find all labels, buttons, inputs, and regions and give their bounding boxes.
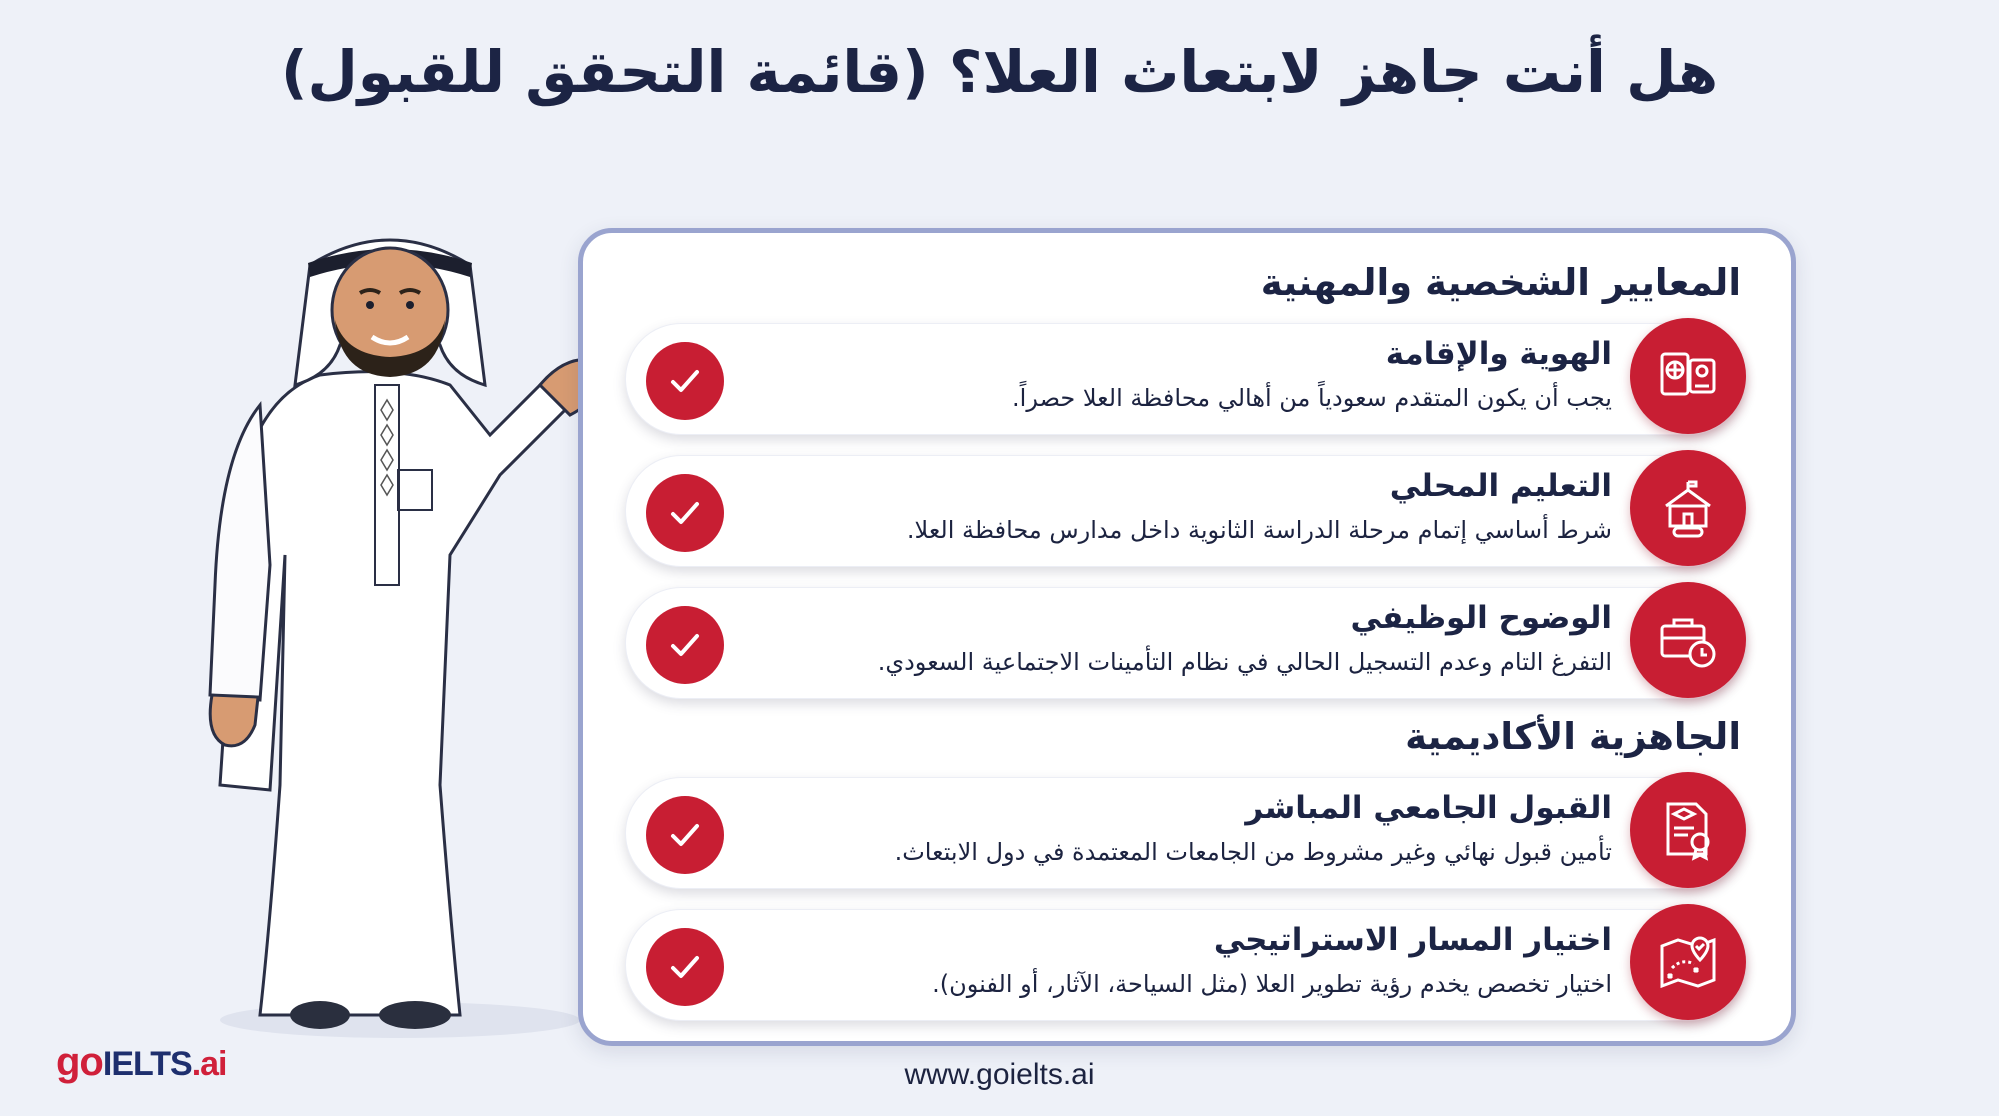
check-icon	[646, 606, 724, 684]
check-icon	[646, 796, 724, 874]
item-title: الهوية والإقامة	[1385, 336, 1612, 372]
item-description: اختيار تخصص يخدم رؤية تطوير العلا (مثل السياحة، الآثار، أو الفنون).	[932, 970, 1612, 998]
certificate-icon	[1630, 772, 1746, 888]
website-url: www.goielts.ai	[904, 1058, 1095, 1091]
logo-ai: .ai	[191, 1045, 227, 1083]
checklist-item-local-education	[625, 455, 1745, 567]
briefcase-clock-icon	[1630, 582, 1746, 698]
saudi-man-illustration	[200, 225, 620, 1045]
section-title-personal: المعايير الشخصية والمهنية	[1260, 261, 1741, 304]
checklist-item-employment-clarity	[625, 587, 1745, 699]
check-icon	[646, 928, 724, 1006]
checklist-panel	[578, 228, 1796, 1046]
item-description: شرط أساسي إتمام مرحلة الدراسة الثانوية داخل مدارس محافظة العلا.	[906, 516, 1612, 544]
checklist-item-university-admission	[625, 777, 1745, 889]
passport-id-icon	[1630, 318, 1746, 434]
item-description: يجب أن يكون المتقدم سعودياً من أهالي محافظة العلا حصراً.	[1012, 384, 1612, 412]
check-icon	[646, 474, 724, 552]
checklist-item-identity	[625, 323, 1745, 435]
checklist-item-strategic-path	[625, 909, 1745, 1021]
item-description: تأمين قبول نهائي وغير مشروط من الجامعات المعتمدة في دول الابتعاث.	[894, 838, 1612, 866]
strategy-map-icon	[1630, 904, 1746, 1020]
item-description: التفرغ التام وعدم التسجيل الحالي في نظام التأمينات الاجتماعية السعودي.	[877, 648, 1612, 676]
school-diploma-icon	[1630, 450, 1746, 566]
item-title: اختيار المسار الاستراتيجي	[1213, 922, 1612, 958]
logo-go: go	[56, 1040, 103, 1084]
section-title-academic: الجاهزية الأكاديمية	[1405, 715, 1741, 758]
item-title: الوضوح الوظيفي	[1350, 600, 1612, 636]
page-title: هل أنت جاهز لابتعاث العلا؟ (قائمة التحقق للقبول)	[280, 38, 1719, 106]
item-title: التعليم المحلي	[1389, 468, 1612, 504]
item-title: القبول الجامعي المباشر	[1245, 790, 1612, 826]
logo-ielts: IELTS	[102, 1045, 192, 1083]
check-icon	[646, 342, 724, 420]
